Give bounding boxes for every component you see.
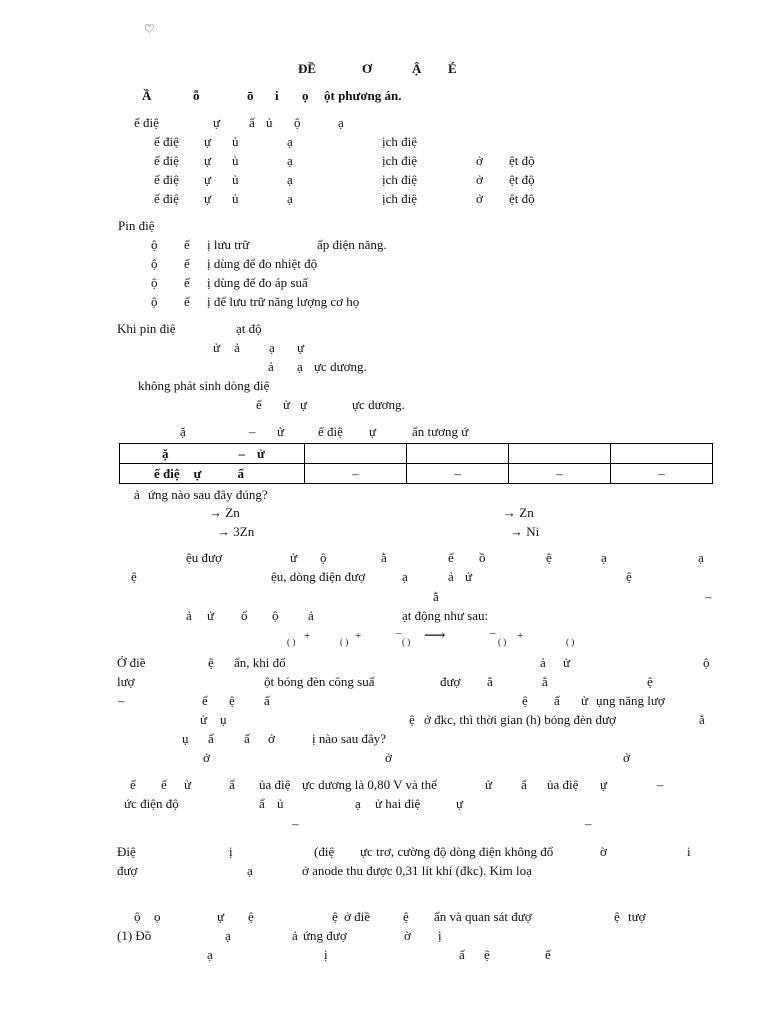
option[interactable]: → Zn xyxy=(209,505,240,520)
table-row xyxy=(120,464,713,484)
option[interactable]: → 3Zn xyxy=(217,524,255,539)
table-cell xyxy=(509,444,611,464)
table-cell: – xyxy=(305,464,407,484)
table-cell xyxy=(407,444,509,464)
table-cell xyxy=(305,444,407,464)
table-cell: – xyxy=(611,464,713,484)
table-cell xyxy=(611,444,713,464)
table-cell: – xyxy=(509,464,611,484)
option[interactable]: – xyxy=(585,816,592,831)
option[interactable]: ở xyxy=(623,750,630,765)
heart-icon: ♡ xyxy=(144,22,155,36)
option[interactable]: ở xyxy=(203,750,210,765)
option[interactable]: ở xyxy=(385,750,392,765)
table-cell: – xyxy=(407,464,509,484)
electrode-potential-table xyxy=(119,443,713,484)
table-cell: ặ – ử xyxy=(120,444,305,464)
option[interactable]: → Ni xyxy=(510,524,540,539)
table-row xyxy=(120,444,713,464)
option[interactable]: – xyxy=(292,816,299,831)
table-cell: ế điệ ự ẩ xyxy=(120,464,305,484)
option[interactable]: → Zn xyxy=(503,505,534,520)
